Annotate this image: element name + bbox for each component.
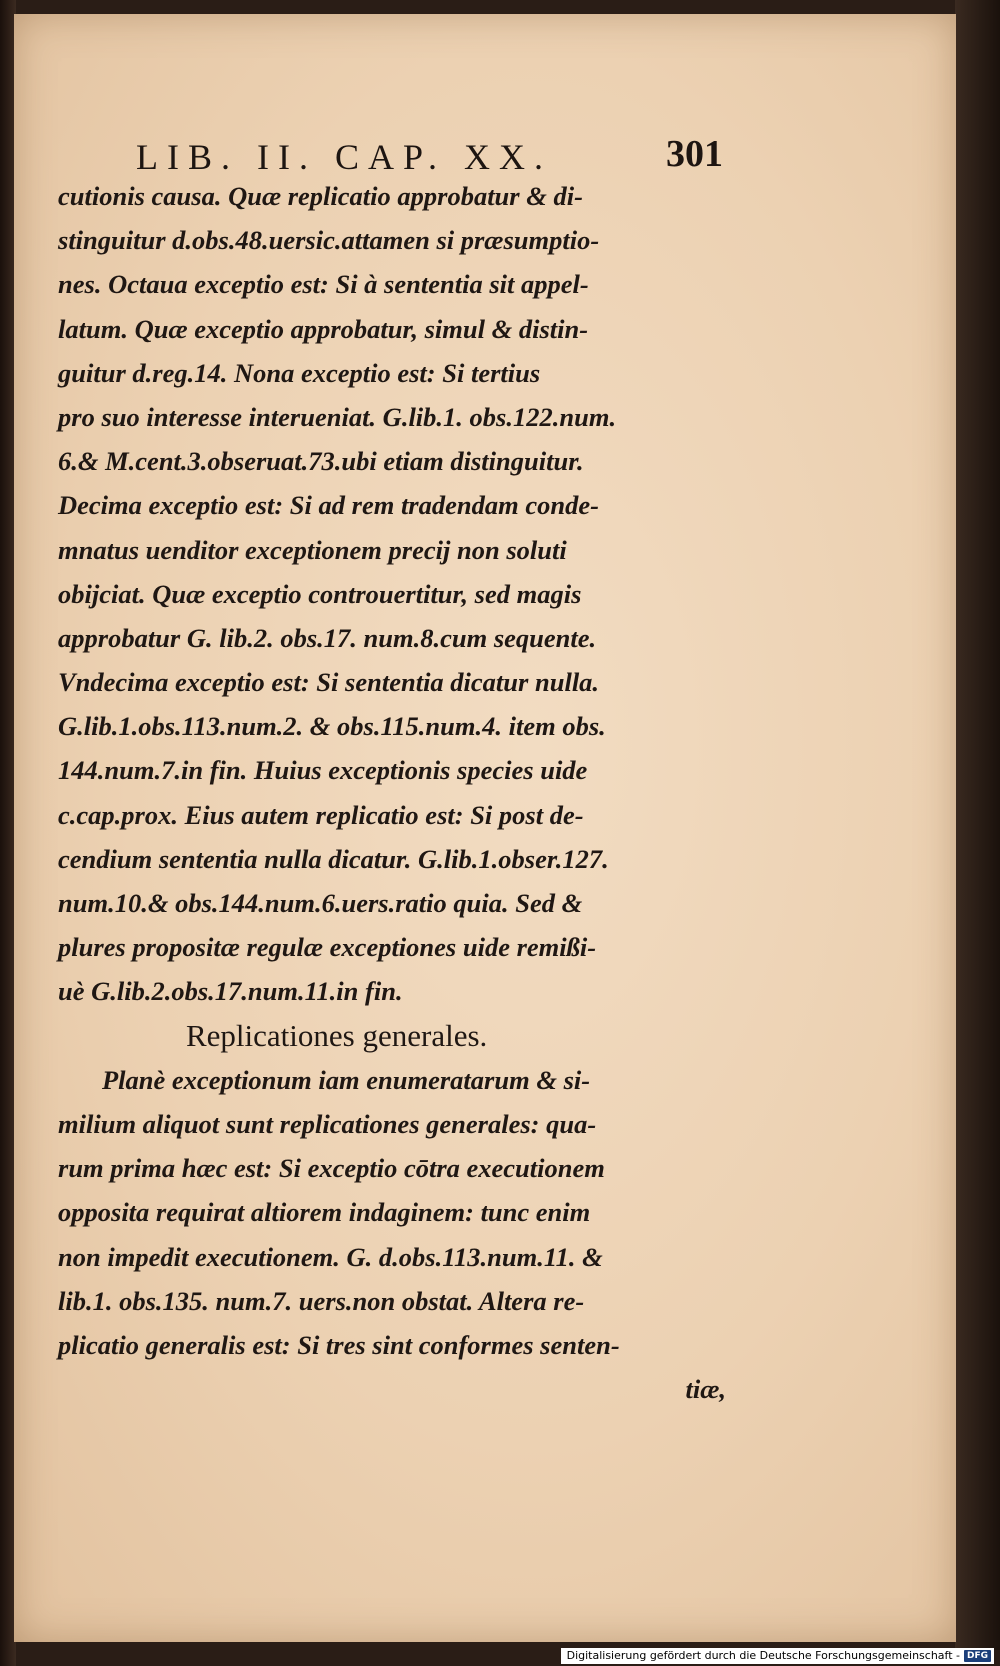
text-line: c.cap.prox. Eius autem replicatio est: Si post de- <box>58 799 584 830</box>
catchword: tiæ, <box>685 1374 726 1405</box>
dfg-logo-icon: DFG <box>964 1650 991 1662</box>
text-line: G.lib.1.obs.113.num.2. & obs.115.num.4. item obs. <box>58 711 606 742</box>
text-line: Planè exceptionum iam enumeratarum & si- <box>102 1064 591 1095</box>
text-line: 144.num.7.in fin. Huius exceptionis species uide <box>58 755 588 786</box>
text-line: 6.& M.cent.3.obseruat.73.ubi etiam distinguitur. <box>58 446 584 477</box>
section-heading: Replicationes generales. <box>186 1017 488 1053</box>
text-line: cendium sententia nulla dicatur. G.lib.1.obser.127. <box>58 843 609 874</box>
digitization-credit <box>561 1648 994 1664</box>
text-line: milium aliquot sunt replicationes generales: qua- <box>58 1108 597 1139</box>
book-page <box>14 14 956 1642</box>
text-line: latum. Quæ exceptio approbatur, simul & distin- <box>58 313 589 344</box>
text-line: lib.1. obs.135. num.7. uers.non obstat. Altera re- <box>58 1285 585 1316</box>
text-line: cutionis causa. Quæ replicatio approbatur & di- <box>58 181 583 211</box>
text-line: opposita requirat altiorem indaginem: tunc enim <box>58 1197 591 1228</box>
running-header: LIB. II. CAP. XX. <box>136 137 553 177</box>
text-line: pro suo interesse interueniat. G.lib.1. obs.122.num. <box>58 401 617 432</box>
text-line: mnatus uenditor exceptionem precij non soluti <box>58 534 567 565</box>
text-line: approbatur G. lib.2. obs.17. num.8.cum sequente. <box>58 622 597 653</box>
text-line: plicatio generalis est: Si tres sint conformes senten- <box>58 1329 620 1360</box>
text-line: non impedit executionem. G. d.obs.113.num.11. & <box>58 1241 603 1272</box>
text-line: num.10.& obs.144.num.6.uers.ratio quia. Sed & <box>58 888 583 918</box>
page-number: 301 <box>666 133 723 175</box>
text-line: rum prima hæc est: Si exceptio cōtra executionem <box>58 1153 605 1184</box>
book-binding-right <box>955 0 1000 1650</box>
text-line: obijciat. Quæ exceptio controuertitur, sed magis <box>58 578 582 609</box>
text-line: plures propositæ regulæ exceptiones uide remißi- <box>58 932 597 963</box>
text-line: nes. Octaua exceptio est: Si à sententia sit appel- <box>58 269 589 300</box>
text-line: Vndecima exceptio est: Si sententia dicatur nulla. <box>58 667 600 698</box>
text-line: guitur d.reg.14. Nona exceptio est: Si tertius <box>58 357 541 388</box>
text-line: stinguitur d.obs.48.uersic.attamen si præsumptio- <box>58 225 600 256</box>
text-line: uè G.lib.2.obs.17.num.11.in fin. <box>58 976 403 1007</box>
body-text <box>58 174 726 1411</box>
text-line: Decima exceptio est: Si ad rem tradendam conde- <box>58 490 599 521</box>
credit-text: Digitalisierung gefördert durch die Deutsche Forschungsgemeinschaft - <box>566 1649 960 1662</box>
